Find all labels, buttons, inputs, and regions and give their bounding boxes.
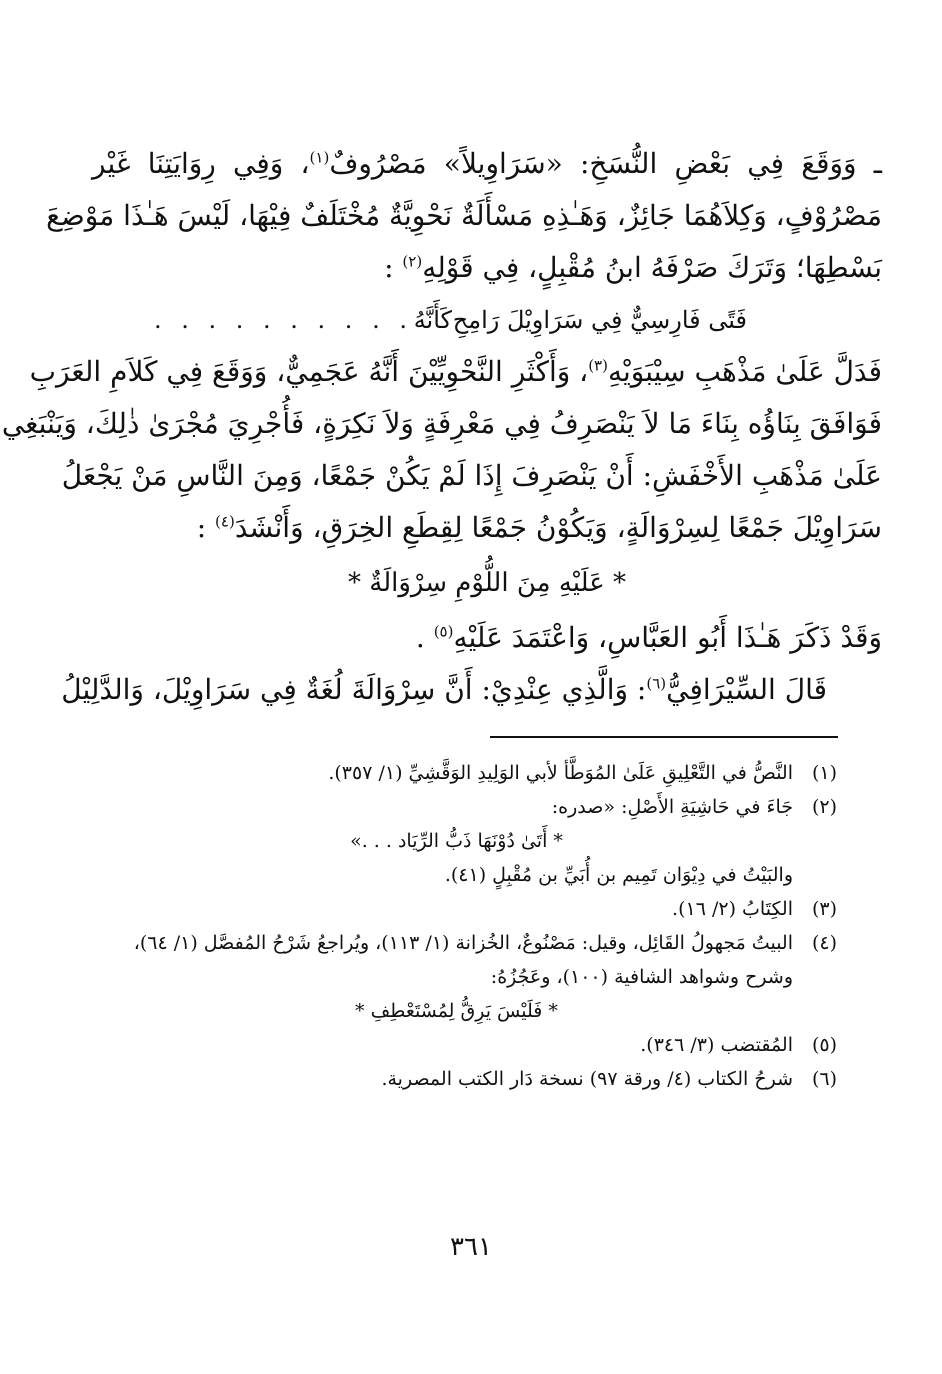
footnote-number: (٤)	[811, 932, 837, 954]
footnote-text: والبَيْتُ في دِيْوَان تَمِيم بن أُبَيِّ بن مُقْبِلٍ (٤١).	[444, 864, 793, 886]
footnote-text: المُقتضب (٣/ ٣٤٦).	[640, 1034, 793, 1056]
verse-line	[92, 294, 882, 346]
footnote-number: (٥)	[811, 1034, 837, 1056]
text-line-4: فَدَلَّ عَلَىٰ مَذْهَبِ سِيْبَوَيْهِ$^{(٣)}$، وَأَكْثَرِ النَّحْوِيِّيْنَ أَنَّهُ عَجَمِيٌّ، وَوَقَعَ فِي كَلاَمِ العَرَبِ	[29, 355, 882, 388]
verse-quote: * عَلَيْهِ مِنَ اللُّوْمِ سِرْوَالَةٌ *	[347, 568, 626, 598]
footnote-text: الكِتَابُ (٢/ ١٦).	[672, 898, 793, 920]
main-text	[1, 138, 882, 716]
verse-hemistich: فَتًى فَارِسِيٌّ فِي سَرَاوِيْلَ رَامِحِ	[452, 306, 747, 334]
footnote-ref-5: (٥)	[433, 622, 454, 641]
footnote-ref-3: (٣)	[588, 356, 608, 375]
footnote-item	[80, 756, 837, 790]
footnote-number: (٦)	[811, 1068, 837, 1090]
footnote-ref-4: (٤)	[215, 512, 235, 531]
footnote-item	[80, 790, 837, 824]
footnote-number	[793, 824, 837, 858]
footnote-number: (٢)	[811, 796, 837, 818]
page-number: ٣٦١	[450, 1232, 492, 1262]
verse-ellipsis: . . . . . . . . . .	[154, 306, 413, 334]
text-line-5: فَوَافَقَ بِنَاؤُه بِنَاءَ مَا لاَ يَنْصَرِفُ فِي مَعْرِفَةٍ وَلاَ نَكِرَةٍ، فَأُجْرِيَ مُجْرَىٰ ذٰلِكَ، وَيَنْبَغِي	[1, 407, 882, 440]
footnote-number: (٣)	[811, 898, 837, 920]
footnote-ref-1: (١)	[309, 148, 330, 167]
footnote-number	[793, 994, 837, 1028]
footnote-number	[793, 858, 837, 892]
footnote-item	[80, 1062, 837, 1096]
footnote-item	[80, 926, 837, 960]
footnotes	[80, 756, 837, 1096]
footnote-text: شرحُ الكتاب (٤/ ورقة ٩٧) نسخة دَار الكتب المصرية.	[381, 1068, 793, 1090]
footnote-item	[80, 858, 837, 892]
text-line-8: وَقَدْ ذَكَرَ هَـٰذَا أَبُو العَبَّاسِ، وَاعْتَمَدَ عَلَيْهِ$^{(٥)}$ .	[415, 621, 882, 654]
footnote-ref-6: (٦)	[646, 674, 667, 693]
text-line-2: مَصْرُوْفٍ، وَكِلاَهُمَا جَائِزٌ، وَهَـٰذِهِ مَسْأَلَةٌ نَحْوِيَّةٌ مُخْتَلَفٌ فِيْهَا، لَيْسَ هَـٰذَا مَوْضِعَ	[46, 199, 882, 232]
footnote-item	[80, 824, 837, 858]
footnote-text: * أَتَىٰ دُوْنَهَا ذَبُّ الرِّيَاد . . .»	[350, 830, 563, 852]
footnote-number: (١)	[811, 762, 837, 784]
footnote-separator	[490, 736, 838, 738]
footnote-item	[80, 994, 837, 1028]
footnote-item	[80, 1028, 837, 1062]
footnote-ref-2: (٢)	[402, 252, 423, 271]
footnote-text: وشرح وشواهد الشافية (١٠٠)، وعَجُزُهُ:	[490, 966, 793, 988]
footnote-text: جَاءَ في حَاشِيَةِ الأَصْلِ: «صدره:	[551, 796, 793, 818]
footnote-item	[80, 892, 837, 926]
text-line-9: قَالَ السِّيْرَافِيُّ$^{(٦)}$: وَالَّذِي عِنْدِيْ: أَنَّ سِرْوَالَةَ لُغَةٌ فِي سَرَاوِيْلَ، وَالدَّلِيْلُ	[61, 673, 827, 706]
text-line-1: ـ وَوَقَعَ فِي بَعْضِ النُّسَخِ: «سَرَاوِيلاً» مَصْرُوفٌ$^{(١)}$، وَفِي رِوَايَتِنَا غَيْر	[92, 147, 882, 180]
text-line-3: بَسْطِهَا؛ وَتَرَكَ صَرْفَهُ ابنُ مُقْبِلٍ، فِي قَوْلِهِ$^{(٢)}$ :	[384, 251, 882, 284]
footnote-item	[80, 960, 837, 994]
footnote-number	[793, 960, 837, 994]
footnote-text: البيتُ مَجهولُ القَائِل، وقيل: مَصْنُوعٌ، الخُزانة (١/ ١١٣)، ويُراجعُ شَرْحُ المُفصَّل (١/ ٦٤)،	[133, 932, 793, 954]
footnote-text: * فَلَيْسَ يَرِقُّ لِمُسْتَعْطِفِ *	[355, 1000, 558, 1022]
verse-word: كَأَنَّهُ	[413, 306, 452, 334]
text-line-6: عَلَىٰ مَذْهَبِ الأَخْفَشِ: أَنْ يَنْصَرِفَ إِذَا لَمْ يَكُنْ جَمْعًا، وَمِنَ النَّاسِ مَنْ يَجْعَلُ	[61, 459, 882, 492]
footnote-text: النَّصُّ في التَّعْلِيقِ عَلَىٰ المُوَطَّأ لأبي الوَلِيدِ الوَقَّشِيِّ (١/ ٣٥٧).	[328, 762, 793, 784]
text-line-7: سَرَاوِيْلَ جَمْعًا لِسِرْوَالَةٍ، وَيَكُوْنُ جَمْعًا لِقِطَعِ الخِرَقِ، وَأَنْشَدَ$^{(٤)}$ :	[196, 511, 882, 544]
